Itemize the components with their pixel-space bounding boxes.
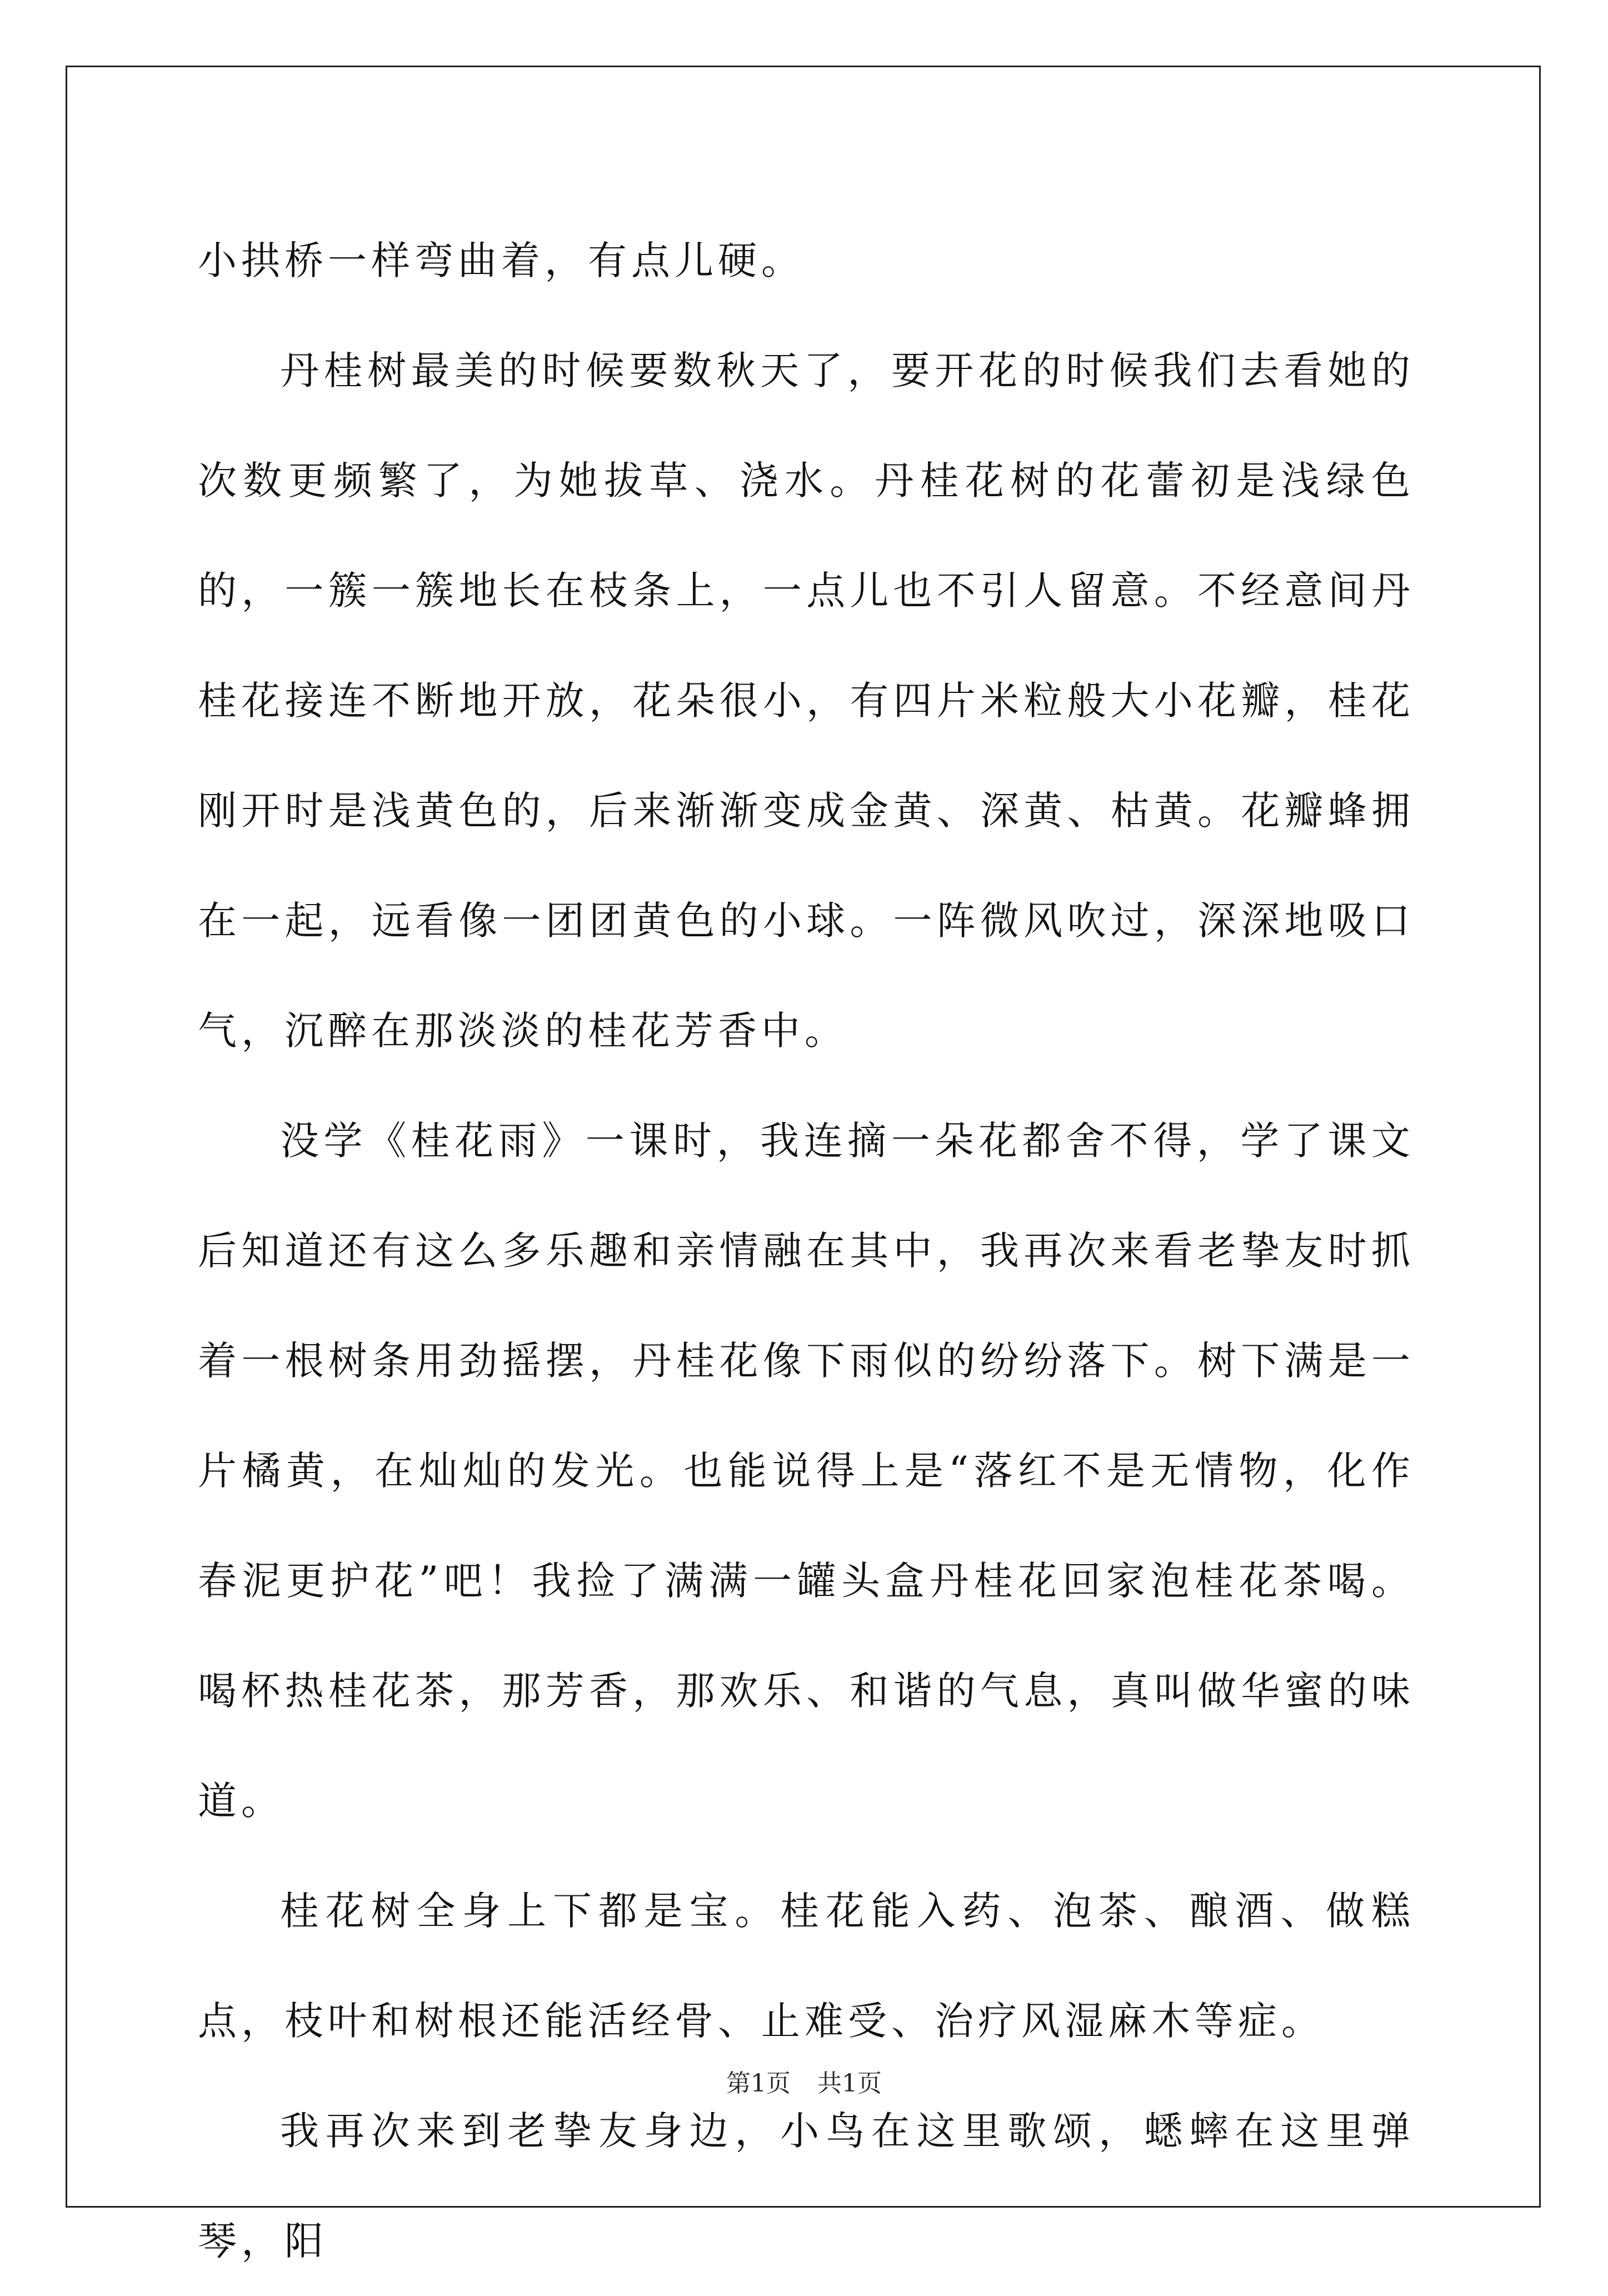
page-total: 共1页 xyxy=(817,2069,882,2098)
paragraph-1: 小拱桥一样弯曲着，有点儿硬。 xyxy=(198,238,805,283)
document-body xyxy=(198,206,1415,2296)
page-number: 第1页 xyxy=(726,2069,791,2098)
paragraph-2: 丹桂树最美的时候要数秋天了，要开花的时候我们去看她的次数更频繁了，为她拔草、浇水。丹桂花树的花蕾初是浅绿色的，一簇一簇地长在枝条上，一点儿也不引人留意。不经意间丹桂花接连不断地开放，花朵很小，有四片米粒般大小花瓣，桂花刚开时是浅黄色的，后来渐渐变成金黄、深黄、枯黄。花瓣蜂拥在一起，远看像一团团黄色的小球。一阵微风吹过，深深地吸口气，沉醉在那淡淡的桂花芳香中。 xyxy=(198,348,1415,1054)
page-footer xyxy=(0,2067,1608,2100)
paragraph-5: 我再次来到老挚友身边，小鸟在这里歌颂，蟋蟀在这里弹琴，阳 xyxy=(198,2108,1415,2264)
paragraph-3: 没学《桂花雨》一课时，我连摘一朵花都舍不得，学了课文后知道还有这么多乐趣和亲情融在其中，我再次来看老挚友时抓着一根树条用劲摇摆，丹桂花像下雨似的纷纷落下。树下满是一片橘黄，在灿灿的发光。也能说得上是“落红不是无情物，化作春泥更护花”吧！我捡了满满一罐头盒丹桂花回家泡桂花茶喝。喝杯热桂花茶，那芳香，那欢乐、和谐的气息，真叫做华蜜的味道。 xyxy=(198,1118,1415,1824)
paragraph-4: 桂花树全身上下都是宝。桂花能入药、泡茶、酿酒、做糕点，枝叶和树根还能活经骨、止难受、治疗风湿麻木等症。 xyxy=(198,1888,1415,2044)
